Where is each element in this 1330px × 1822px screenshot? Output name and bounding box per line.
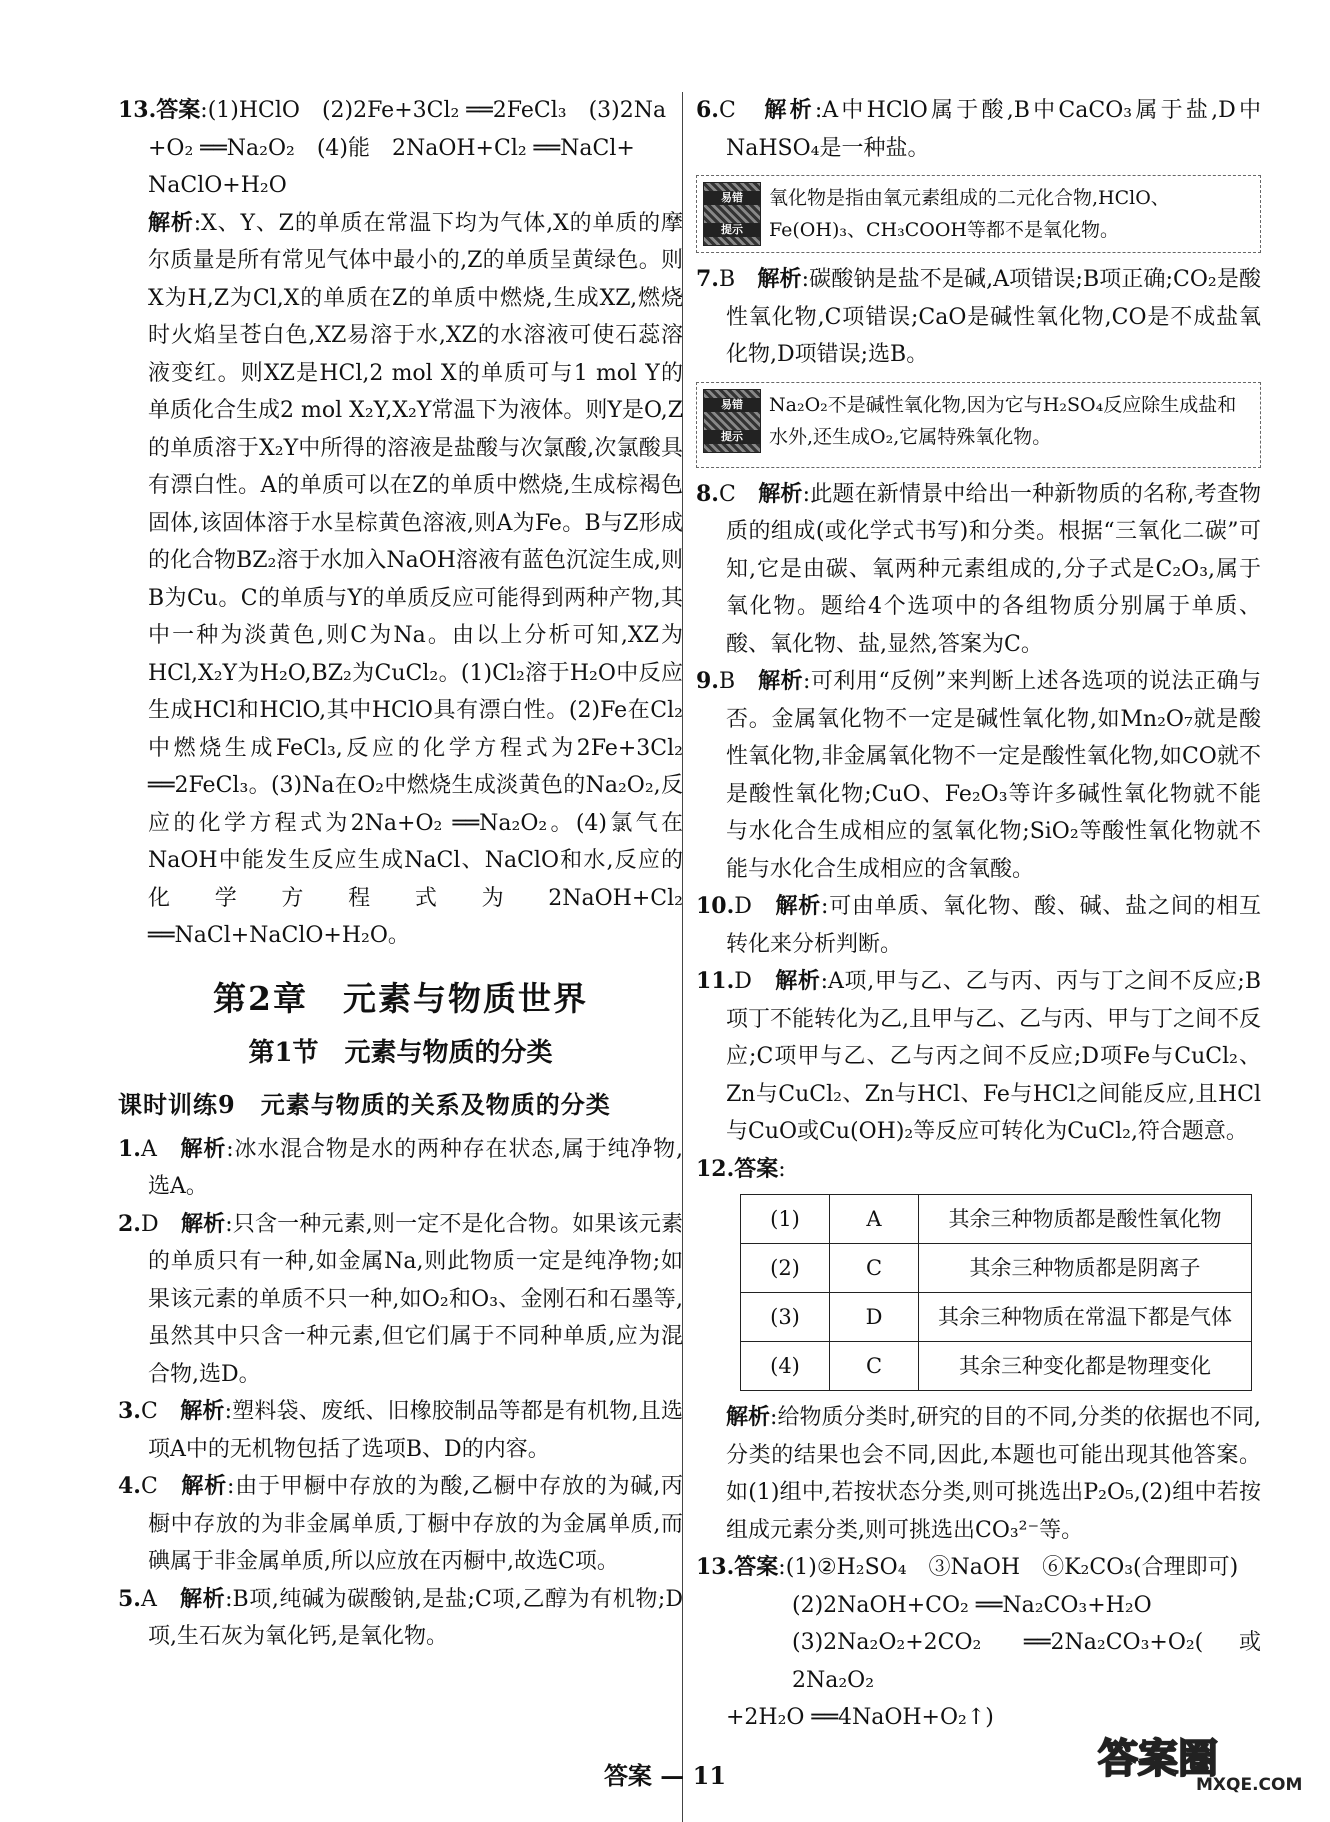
item-analysis-label: 解析	[180, 1135, 227, 1162]
item-analysis-text: :由于甲橱中存放的为酸,乙橱中存放的为碱,丙橱中存放的为非金属单质,丁橱中存放的为金属单质,而碘属于非金属单质,所以应放在丙橱中,故选C项。	[148, 1474, 683, 1574]
table-cell-choice: C	[830, 1244, 919, 1293]
q13-answer-text3: NaClO+H₂O	[148, 173, 287, 198]
question-13-right	[696, 1549, 1261, 1737]
item-analysis-text: :碳酸钠是盐不是碱,A项错误;B项正确;CO₂是酸性氧化物,C项错误;CaO是碱性氧化物,CO是不成盐氧化物,D项错误;选B。	[726, 267, 1261, 367]
item-answer: C	[140, 1399, 158, 1424]
answer-item-3	[118, 1393, 683, 1468]
q13-analysis	[118, 205, 683, 955]
tip-badge-top: 易错	[704, 191, 760, 205]
q13r-text4: +2H₂O ══4NaOH+O₂↑)	[726, 1705, 994, 1730]
answer-item-4	[118, 1468, 683, 1581]
q13-answer-line3	[118, 167, 683, 205]
answer-item-9	[696, 663, 1261, 888]
q12-answer-label: 答案	[734, 1155, 779, 1182]
table-cell-reason: 其余三种变化都是物理变化	[919, 1342, 1252, 1391]
item-analysis-label: 解析	[180, 1210, 226, 1237]
table-cell-group: (2)	[741, 1244, 830, 1293]
tip-badge-bottom: 提示	[704, 430, 760, 444]
q13r-answer-label: 答案	[734, 1554, 779, 1580]
chapter-title: 第2章 元素与物质世界	[213, 978, 588, 1018]
item-answer: B	[718, 669, 736, 694]
tip-text: 氧化物是指由氧元素组成的二元化合物,HClO、Fe(OH)₃、CH₃COOH等都不是氧化物。	[769, 187, 1170, 241]
section-title: 第1节 元素与物质的分类	[248, 1037, 553, 1068]
item-analysis-label: 解析	[758, 480, 803, 507]
table-cell-group: (3)	[741, 1293, 830, 1342]
answer-item-8	[696, 476, 1261, 664]
item-number: 4.	[118, 1473, 141, 1499]
q13r-text1: :(1)②H₂SO₄ ③NaOH ⑥K₂CO₃(合理即可)	[778, 1555, 1239, 1580]
table-row	[741, 1293, 1252, 1342]
item-number: 8.	[696, 480, 719, 507]
right-column	[696, 92, 1261, 1737]
item-analysis-label: 解析	[757, 266, 802, 292]
answer-item-6	[696, 92, 1261, 167]
q13-answer-line1	[118, 92, 683, 130]
tip-box-peroxide	[696, 382, 1261, 468]
item-analysis-text: :可由单质、氧化物、酸、碱、盐之间的相互转化来分析判断。	[726, 894, 1261, 957]
q12-answer-table	[740, 1194, 1252, 1391]
item-answer: A	[140, 1586, 157, 1612]
item-number: 2.	[118, 1210, 141, 1237]
q12-colon: :	[778, 1156, 786, 1182]
q13-answer-label: 答案	[156, 97, 201, 123]
answer-item-5	[118, 1581, 683, 1656]
item-analysis-label: 解析	[181, 1473, 227, 1499]
tip-text: Na₂O₂不是碱性氧化物,因为它与H₂SO₄反应除生成盐和水外,还生成O₂,它属特殊氧化物。	[769, 393, 1237, 448]
item-analysis-text: :塑料袋、废纸、旧橡胶制品等都是有机物,且选项A中的无机物包括了选项B、D的内容。	[148, 1399, 683, 1462]
q12-number: 12.	[696, 1155, 735, 1182]
q13-answer-line2	[118, 130, 683, 168]
table-row	[741, 1244, 1252, 1293]
item-number: 11.	[696, 968, 735, 994]
item-number: 9.	[696, 668, 719, 694]
item-analysis-text: :此题在新情景中给出一种新物质的名称,考查物质的组成(或化学式书写)和分类。根据“三氧化二碳”可知,它是由碳、氧两种元素组成的,分子式是C₂O₃,属于氧化物。题给4个选项中的各组物质分别属于单质、酸、氧化物、盐,显然,答案为C。	[726, 481, 1261, 657]
item-answer: B	[718, 267, 736, 292]
q13-number: 13.	[118, 97, 157, 123]
item-number: 7.	[696, 266, 719, 292]
item-answer: C	[718, 98, 736, 123]
tip-badge-icon	[703, 182, 761, 246]
watermark-site: MXQE.COM	[1196, 1775, 1303, 1794]
table-cell-group: (1)	[741, 1195, 830, 1244]
item-analysis-text: :可利用“反例”来判断上述各选项的说法正确与否。金属氧化物不一定是碱性氧化物,如Mn₂O₇就是酸性氧化物,非金属氧化物不一定是酸性氧化物,如CO就不是酸性氧化物;CuO、Fe₂O₃等许多碱性氧化物就不能与水化合生成相应的氢氧化物;SiO₂等酸性氧化物就不能与水化合生成相应的含氧酸。	[726, 669, 1261, 882]
item-number: 1.	[118, 1135, 141, 1162]
table-cell-group: (4)	[741, 1342, 830, 1391]
tip-box-oxide	[696, 175, 1261, 253]
item-answer: D	[734, 894, 752, 919]
q13-answer-text1: :(1)HClO (2)2Fe+3Cl₂ ══2FeCl₃ (3)2Na	[200, 98, 667, 123]
item-analysis-label: 解析	[764, 97, 815, 123]
q13-analysis-text: :X、Y、Z的单质在常温下均为气体,X的单质的摩尔质量是所有常见气体中最小的,Z的单质呈黄绿色。则X为H,Z为Cl,X的单质在Z的单质中燃烧,生成XZ,燃烧时火焰呈苍白色,XZ易溶于水,XZ的水溶液可使石蕊溶液变红。则XZ是HCl,2 mol X的单质可与1 mol Y的单质化合生成2 mol X₂Y,X₂Y常温下为液体。则Y是O,Z的单质溶于X₂Y中所得的溶液是盐酸与次氯酸,次氯酸具有漂白性。A的单质可以在Z的单质中燃烧,生成棕褐色固体,该固体溶于水呈棕黄色溶液,则A为Fe。B与Z形成的化合物BZ₂溶于水加入NaOH溶液有蓝色沉淀生成,则B为Cu。C的单质与Y的单质反应可能得到两种产物,其中一种为淡黄色,则C为Na。由以上分析可知,XZ为HCl,X₂Y为H₂O,BZ₂为CuCl₂。(1)Cl₂溶于H₂O中反应生成HCl和HClO,其中HClO具有漂白性。(2)Fe在Cl₂中燃烧生成FeCl₃,反应的化学方程式为2Fe+3Cl₂ ══2FeCl₃。(3)Na在O₂中燃烧生成淡黄色的Na₂O₂,反应的化学方程式为2Na+O₂ ══Na₂O₂。(4)氯气在NaOH中能发生反应生成NaCl、NaClO和水,反应的化学方程式为2NaOH+Cl₂ ══NaCl+NaClO+H₂O。	[148, 210, 683, 948]
item-analysis-label: 解析	[758, 668, 804, 694]
answer-item-11	[696, 963, 1261, 1151]
item-number: 5.	[118, 1585, 141, 1612]
q13r-line3	[696, 1624, 1261, 1699]
q13r-text2: (2)2NaOH+CO₂ ══Na₂CO₃+H₂O	[792, 1592, 1152, 1618]
item-answer: D	[734, 969, 752, 994]
q13r-line2	[696, 1587, 1261, 1625]
q13-analysis-label: 解析	[148, 209, 194, 236]
answer-item-10	[696, 888, 1261, 963]
table-cell-reason: 其余三种物质在常温下都是气体	[919, 1293, 1252, 1342]
answer-item-1	[118, 1131, 683, 1206]
item-answer: C	[140, 1474, 158, 1499]
watermark-text: 答案圈	[1098, 1736, 1218, 1782]
item-analysis-label: 解析	[180, 1398, 225, 1424]
table-row	[741, 1342, 1252, 1391]
lesson-title: 课时训练9 元素与物质的关系及物质的分类	[118, 1089, 611, 1119]
page-footer: 答案 — 11	[603, 1761, 727, 1790]
question-13-left	[118, 92, 683, 955]
q13r-number: 13.	[696, 1554, 735, 1580]
item-analysis-label: 解析	[180, 1585, 226, 1612]
item-answer: C	[718, 481, 736, 507]
item-analysis-text: :B项,纯碱为碳酸钠,是盐;C项,乙醇为有机物;D项,生石灰为氧化钙,是氧化物。	[148, 1586, 683, 1649]
item-analysis-text: :只含一种元素,则一定不是化合物。如果该元素的单质只有一种,如金属Na,则此物质一定是纯净物;如果该元素的单质不只一种,如O₂和O₃、金刚石和石墨等,虽然其中只含一种元素,但它们属于不同种单质,应为混合物,选D。	[148, 1211, 683, 1387]
item-analysis-text: :A项,甲与乙、乙与丙、丙与丁之间不反应;B项丁不能转化为乙,且甲与乙、乙与丙、甲与丁之间不反应;C项甲与乙、乙与丙之间不反应;D项Fe与CuCl₂、Zn与CuCl₂、Zn与HCl、Fe与HCl之间能反应,且HCl与CuO或Cu(OH)₂等反应可转化为CuCl₂,符合题意。	[726, 969, 1261, 1144]
watermark-logo	[1092, 1728, 1314, 1794]
table-cell-choice: A	[830, 1195, 919, 1244]
q12-analysis-text: :给物质分类时,研究的目的不同,分类的依据也不同,分类的结果也会不同,因此,本题也可能出现其他答案。如(1)组中,若按状态分类,则可挑选出P₂O₅,(2)组中若按组成元素分类,则可挑选出CO₃²⁻等。	[726, 1405, 1261, 1543]
item-number: 6.	[696, 97, 719, 123]
table-cell-reason: 其余三种物质都是阴离子	[919, 1244, 1252, 1293]
q12-analysis-label: 解析	[726, 1404, 771, 1430]
table-cell-choice: D	[830, 1293, 919, 1342]
item-answer: D	[140, 1211, 159, 1237]
q13r-line1	[696, 1549, 1261, 1587]
left-column	[118, 92, 683, 1656]
q13r-text3: (3)2Na₂O₂+2CO₂ ══2Na₂CO₃+O₂(或2Na₂O₂	[792, 1630, 1261, 1693]
item-analysis-label: 解析	[775, 968, 821, 994]
table-cell-choice: C	[830, 1342, 919, 1391]
answer-item-7	[696, 261, 1261, 374]
item-number: 10.	[696, 893, 735, 919]
tip-badge-bottom: 提示	[704, 223, 760, 237]
tip-badge-top: 易错	[704, 398, 760, 412]
table-row	[741, 1195, 1252, 1244]
answer-item-2	[118, 1206, 683, 1394]
table-cell-reason: 其余三种物质都是酸性氧化物	[919, 1195, 1252, 1244]
item-answer: A	[140, 1136, 157, 1162]
tip-badge-icon	[703, 389, 761, 453]
item-number: 3.	[118, 1398, 141, 1424]
q12-heading	[696, 1151, 1261, 1189]
item-analysis-text: :冰水混合物是水的两种存在状态,属于纯净物,选A。	[148, 1136, 683, 1199]
item-analysis-text: :A中HClO属于酸,B中CaCO₃属于盐,D中NaHSO₄是一种盐。	[726, 98, 1261, 161]
item-analysis-label: 解析	[775, 893, 822, 919]
q13-answer-text2: +O₂ ══Na₂O₂ (4)能 2NaOH+Cl₂ ══NaCl+	[148, 135, 635, 161]
q12-analysis	[696, 1399, 1261, 1549]
